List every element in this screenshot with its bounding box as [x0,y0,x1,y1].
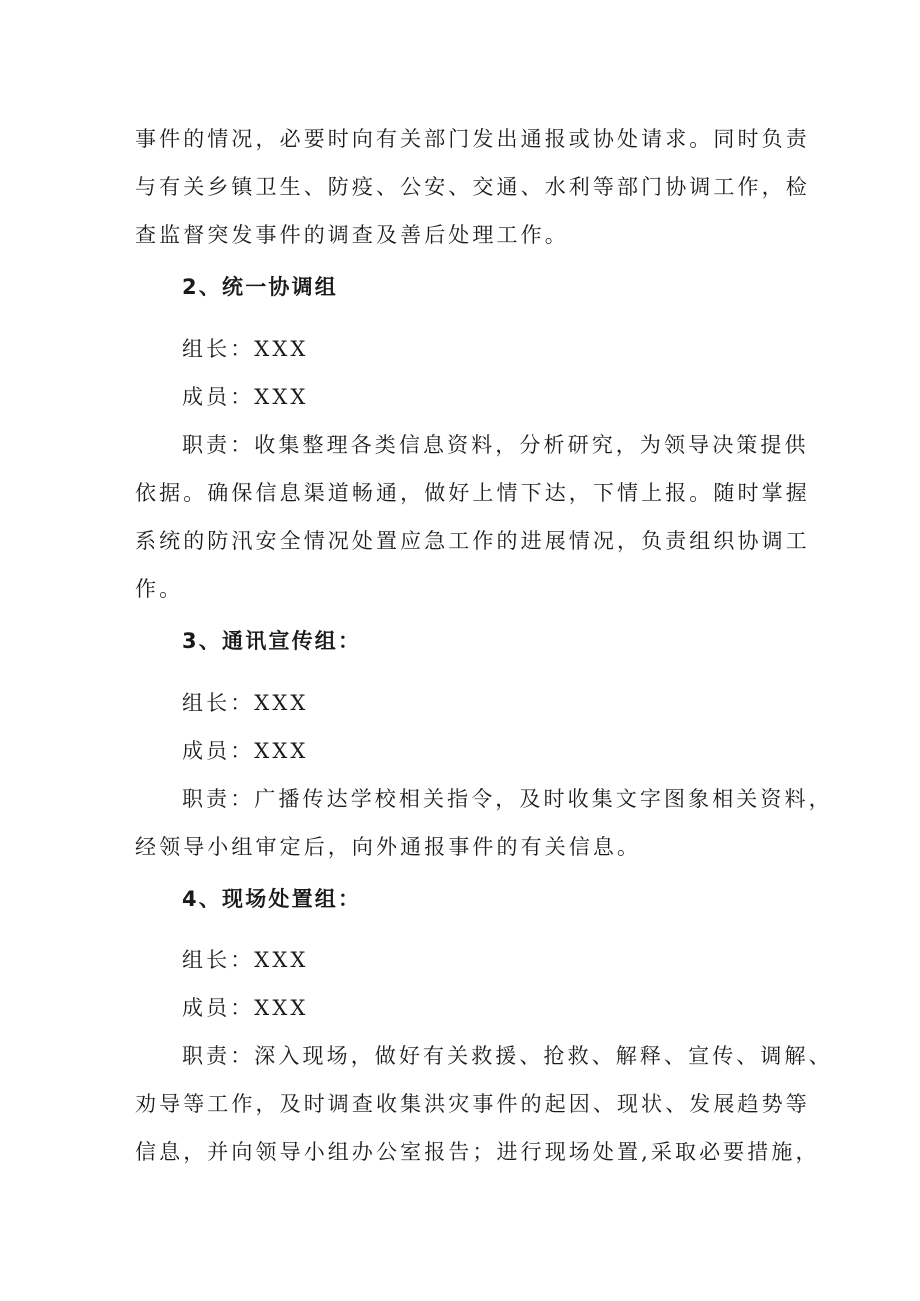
duty-line: 系统的防汛安全情况处置应急工作的进展情况，负责组织协调工 [135,529,810,553]
group-leader: 组长：XXX [182,691,309,715]
paragraph-line: 查监督突发事件的调查及善后处理工作。 [135,223,569,247]
section-heading: 2、统一协调组 [182,275,339,299]
duty-line: 职责：广播传达学校相关指令，及时收集文字图象相关资料， [182,787,833,811]
duty-line: 劝导等工作，及时调查收集洪灾事件的起因、现状、发展趋势等 [135,1092,810,1116]
paragraph-line: 事件的情况，必要时向有关部门发出通报或协处请求。同时负责 [135,127,810,151]
duty-line: 依据。确保信息渠道畅通，做好上情下达，下情上报。随时掌握 [135,481,810,505]
paragraph-line: 与有关乡镇卫生、防疫、公安、交通、水利等部门协调工作，检 [135,175,810,199]
group-members: 成员：XXX [182,385,309,409]
section-heading: 3、通讯宣传组： [182,629,362,653]
group-leader: 组长：XXX [182,337,309,361]
section-heading: 4、现场处置组： [182,887,362,911]
group-leader: 组长：XXX [182,948,309,972]
duty-line: 作。 [135,577,184,601]
group-members: 成员：XXX [182,739,309,763]
duty-line: 职责：深入现场，做好有关救援、抢救、解释、宣传、调解、 [182,1044,833,1068]
group-members: 成员：XXX [182,996,309,1020]
duty-line: 经领导小组审定后，向外通报事件的有关信息。 [135,835,642,859]
duty-line: 信息，并向领导小组办公室报告；进行现场处置,采取必要措施， [135,1140,820,1164]
duty-line: 职责：收集整理各类信息资料，分析研究，为领导决策提供 [182,433,809,457]
